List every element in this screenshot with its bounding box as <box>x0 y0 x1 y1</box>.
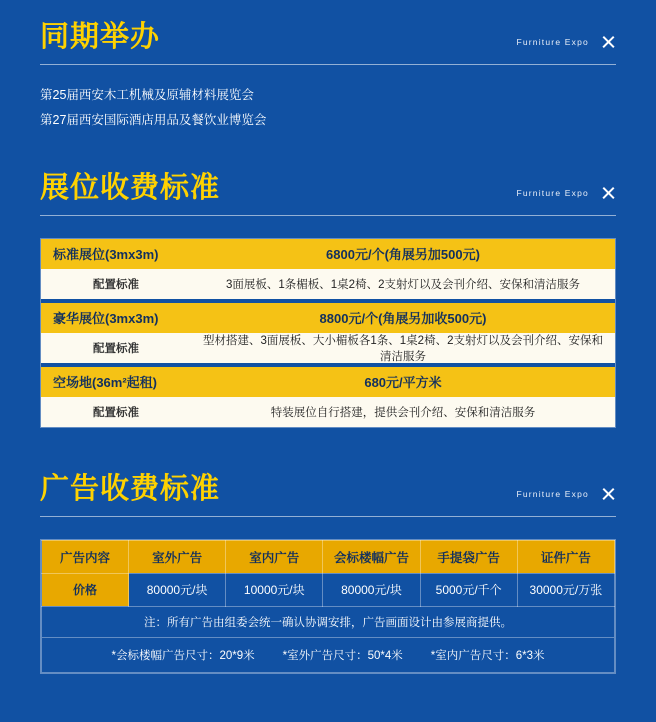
ads-price-banner: 80000元/块 <box>323 573 420 606</box>
booth-name: 豪华展位(3mx3m) <box>53 311 159 327</box>
ads-row-label: 价格 <box>42 573 129 606</box>
table-row <box>41 367 615 397</box>
booth-price: 680元/平方米 <box>364 375 442 391</box>
booth-spec: 3面展板、1条楣板、1桌2椅、2支射灯以及会刊介绍、安保和清洁服务 <box>226 278 580 291</box>
table-row <box>42 540 615 573</box>
brand-mark-label: Furniture Expo <box>516 37 589 48</box>
close-icon[interactable] <box>601 487 616 502</box>
table-row <box>41 397 615 427</box>
table-row <box>41 303 615 333</box>
section-header-concurrent <box>40 22 616 54</box>
booth-price: 6800元/个(角展另加500元) <box>326 247 480 263</box>
divider-concurrent <box>40 64 616 65</box>
ads-header-badge: 证件广告 <box>517 540 614 573</box>
section-spacer-1 <box>40 133 616 173</box>
divider-booth <box>40 215 616 216</box>
booth-name: 标准展位(3mx3m) <box>53 247 159 263</box>
ads-header-indoor: 室内广告 <box>226 540 323 573</box>
brand-mark-label: Furniture Expo <box>516 489 589 500</box>
concurrent-event-list <box>40 83 616 133</box>
booth-spec-label: 配置标准 <box>93 342 139 355</box>
ads-price-bag: 5000元/千个 <box>420 573 517 606</box>
table-row <box>42 573 615 606</box>
booth-price: 8800元/个(角展另加收500元) <box>319 311 487 327</box>
page-title-booth: 展位收费标准 <box>40 171 221 204</box>
ad-fee-table <box>41 540 615 607</box>
section-header-ads <box>40 474 616 506</box>
booth-fee-table <box>40 238 616 428</box>
booth-name: 空场地(36m²起租) <box>53 375 158 391</box>
ads-header-bag: 手提袋广告 <box>420 540 517 573</box>
ads-note: 注：所有广告由组委会统一确认协调安排，广告画面设计由参展商提供。 <box>41 607 615 638</box>
table-row <box>41 239 615 269</box>
list-item: 第25届西安木工机械及原辅材料展览会 <box>40 87 254 102</box>
booth-spec: 特装展位自行搭建，提供会刊介绍、安保和清洁服务 <box>270 406 536 419</box>
ads-size-banner: *会标楼幅广告尺寸：20*9米 <box>111 649 255 662</box>
section-header-booth <box>40 173 616 205</box>
close-icon[interactable] <box>601 35 616 50</box>
ad-fee-table-wrapper <box>40 539 616 674</box>
divider-ads <box>40 516 616 517</box>
ads-header-outdoor: 室外广告 <box>129 540 226 573</box>
ads-price-outdoor: 80000元/块 <box>129 573 226 606</box>
ads-price-indoor: 10000元/块 <box>226 573 323 606</box>
ads-price-badge: 30000元/万张 <box>517 573 614 606</box>
top-spacer <box>40 0 616 22</box>
ads-size-list <box>41 638 615 673</box>
ads-size-outdoor: *室外广告尺寸：50*4米 <box>282 649 403 662</box>
table-row <box>41 269 615 299</box>
page-title-ads: 广告收费标准 <box>40 472 221 505</box>
close-icon[interactable] <box>601 186 616 201</box>
header-right-group-2 <box>516 186 616 201</box>
section-spacer-2 <box>40 428 616 474</box>
header-right-group-1 <box>516 35 616 50</box>
brand-mark-label: Furniture Expo <box>516 188 589 199</box>
booth-spec-label: 配置标准 <box>93 406 139 419</box>
ads-header-banner: 会标楼幅广告 <box>323 540 420 573</box>
booth-spec-label: 配置标准 <box>93 278 139 291</box>
page-title-concurrent: 同期举办 <box>40 21 161 53</box>
booth-spec: 型材搭建、3面展板、大小楣板各1条、1桌2椅、2支射灯以及会刊介绍、安保和清洁服务 <box>203 334 603 363</box>
table-row <box>41 333 615 363</box>
header-right-group-3 <box>516 487 616 502</box>
ads-header-content: 广告内容 <box>42 540 129 573</box>
list-item: 第27届西安国际酒店用品及餐饮业博览会 <box>40 112 267 127</box>
ads-size-indoor: *室内广告尺寸：6*3米 <box>430 649 545 662</box>
